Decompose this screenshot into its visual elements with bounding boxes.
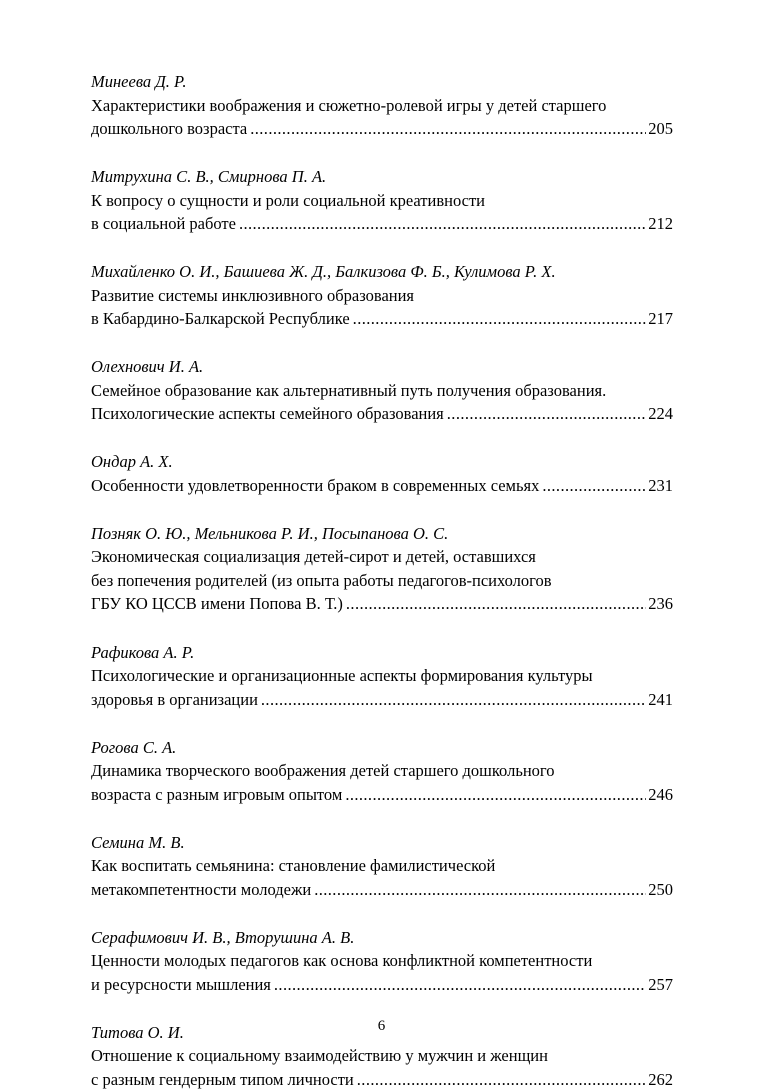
toc-title-line: возраста с разным игровым опытом <box>91 784 343 804</box>
toc-title-line: и ресурсности мышления <box>91 974 271 994</box>
toc-authors: Рогова С. А. <box>91 737 177 757</box>
toc-title-last-line <box>91 878 673 902</box>
toc-page-number: 257 <box>648 974 673 994</box>
toc-authors: Митрухина С. В., Смирнова П. А. <box>91 167 327 187</box>
toc-title-line: Экономическая социализация детей-сирот и детей, оставшихся <box>91 547 536 567</box>
toc-page-number: 262 <box>648 1069 673 1089</box>
toc-title-last-line <box>91 1068 673 1091</box>
dot-leader <box>345 783 646 807</box>
toc-authors: Михайленко О. И., Башиева Ж. Д., Балкизова Ф. Б., Кулимова Р. Х. <box>91 262 556 282</box>
toc-page-number: 246 <box>648 784 673 804</box>
dot-leader <box>357 1068 646 1091</box>
toc-authors: Семина М. В. <box>91 832 185 852</box>
toc-entry[interactable] <box>91 831 673 902</box>
dot-leader <box>346 592 646 616</box>
toc-authors: Минеева Д. Р. <box>91 72 187 91</box>
toc-entry[interactable] <box>91 522 673 616</box>
toc-title-line: К вопросу о сущности и роли социальной креативности <box>91 190 485 210</box>
toc-page-number: 231 <box>648 475 673 495</box>
dot-leader <box>314 878 646 902</box>
toc-authors: Ондар А. Х. <box>91 452 173 472</box>
dot-leader <box>542 474 646 498</box>
toc-title-line: Развитие системы инклюзивного образования <box>91 285 415 305</box>
toc-title-last-line <box>91 688 673 712</box>
toc-page-number: 241 <box>648 689 673 709</box>
toc-title-line: дошкольного возраста <box>91 119 248 138</box>
toc-title-line: с разным гендерным типом личности <box>91 1069 354 1089</box>
toc-entry[interactable] <box>91 641 673 712</box>
toc-title-line: Характеристики воображения и сюжетно-ролевой игры у детей старшего <box>91 95 607 115</box>
toc-title-line: ГБУ КО ЦССВ имени Попова В. Т.) <box>91 594 343 614</box>
toc-title-line: в социальной работе <box>91 214 236 234</box>
toc-title-line: Психологические и организационные аспекты формирования культуры <box>91 666 593 686</box>
toc-entry[interactable] <box>91 926 673 997</box>
toc-entry[interactable] <box>91 355 673 426</box>
toc-title-last-line <box>91 212 673 236</box>
toc-page-number: 250 <box>648 879 673 899</box>
toc-title-line: Как воспитать семьянина: становление фамилистической <box>91 856 496 876</box>
toc-authors: Рафикова А. Р. <box>91 642 195 662</box>
toc-title-last-line <box>91 307 673 331</box>
dot-leader <box>250 117 646 141</box>
toc-title-line: здоровья в организации <box>91 689 258 709</box>
toc-title-last-line <box>91 402 673 426</box>
page-number: 6 <box>377 1018 386 1034</box>
toc-page-number: 217 <box>648 309 673 329</box>
toc-entry[interactable] <box>91 70 673 141</box>
dot-leader <box>447 402 646 426</box>
toc-title-last-line <box>91 783 673 807</box>
toc-title-last-line <box>91 117 673 141</box>
dot-leader <box>274 973 646 997</box>
toc-page-number: 236 <box>648 594 673 614</box>
toc-title-line: Семейное образование как альтернативный путь получения образования. <box>91 380 607 400</box>
toc-page-number: 212 <box>648 214 673 234</box>
toc-title-line: Отношение к социальному взаимодействию у мужчин и женщин <box>91 1046 548 1066</box>
dot-leader <box>353 307 647 331</box>
toc-authors: Позняк О. Ю., Мельникова Р. И., Посыпанова О. С. <box>91 523 449 543</box>
toc-title-last-line <box>91 474 673 498</box>
toc-title-line: Динамика творческого воображения детей старшего дошкольного <box>91 761 555 781</box>
toc-title-line: Психологические аспекты семейного образования <box>91 404 444 424</box>
toc-title-line: в Кабардино-Балкарской Республике <box>91 309 350 329</box>
toc-authors: Титова О. И. <box>91 1022 184 1042</box>
toc-title-last-line <box>91 973 673 997</box>
dot-leader <box>261 688 646 712</box>
table-of-contents <box>91 70 673 1091</box>
toc-title-line: Ценности молодых педагогов как основа конфликтной компетентности <box>91 951 593 971</box>
toc-title-line: Особенности удовлетворенности браком в современных семьях <box>91 475 540 495</box>
toc-page-number: 205 <box>648 119 673 138</box>
toc-title-line: без попечения родителей (из опыта работы педагогов-психологов <box>91 570 552 590</box>
toc-page-number: 224 <box>648 404 673 424</box>
toc-entry[interactable] <box>91 260 673 331</box>
toc-title-line: метакомпетентности молодежи <box>91 879 312 899</box>
toc-title-last-line <box>91 592 673 616</box>
toc-authors: Олехнович И. А. <box>91 357 204 377</box>
toc-entry[interactable] <box>91 736 673 807</box>
toc-entry[interactable] <box>91 165 673 236</box>
toc-entry[interactable] <box>91 450 673 497</box>
dot-leader <box>239 212 646 236</box>
toc-authors: Серафимович И. В., Вторушина А. В. <box>91 927 355 947</box>
